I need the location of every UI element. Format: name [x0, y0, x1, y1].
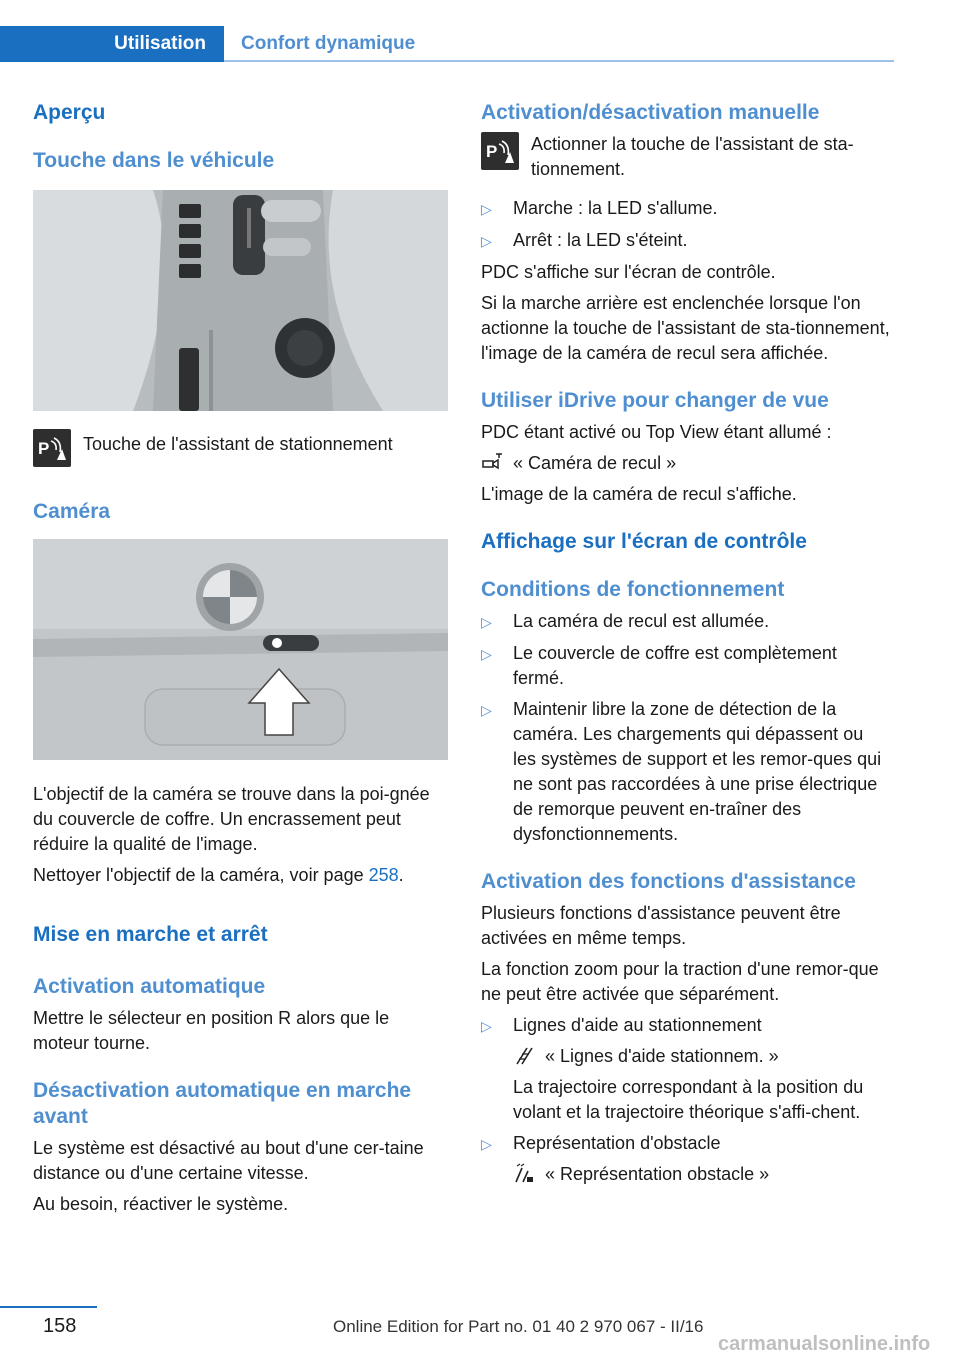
- para-pdc: PDC s'affiche sur l'écran de contrôle.: [481, 262, 776, 282]
- link-page-258[interactable]: 258: [368, 865, 399, 885]
- menu-lignes-aide[interactable]: [513, 1044, 891, 1069]
- list-fonctions: [481, 1013, 891, 1187]
- triangle-bullet-icon: ▷: [481, 233, 492, 249]
- heading-desactivation: Désactivation automatique en marche avant: [33, 1079, 412, 1128]
- para-actionner: Actionner la touche de l'assistant de sta‐tionnement.: [531, 134, 854, 179]
- footer-rule: [0, 1306, 97, 1308]
- menu-camera-recul[interactable]: [481, 451, 891, 476]
- menu-obstacle-label: « Représentation obstacle »: [545, 1164, 770, 1184]
- heading-activation-auto: Activation automatique: [33, 975, 266, 998]
- list-item: [481, 641, 891, 691]
- list-item: [481, 196, 891, 222]
- page-number: 158: [43, 1315, 77, 1337]
- menu-camera-label: « Caméra de recul »: [513, 453, 677, 473]
- list-led: [481, 196, 891, 254]
- heading-conditions: Conditions de fonctionnement: [481, 578, 785, 601]
- heading-touche-vehicule: Touche dans le véhicule: [33, 149, 275, 172]
- right-column: [481, 100, 891, 1187]
- list-item-text: Marche : la LED s'allume.: [513, 198, 718, 218]
- heading-activation-manuelle: Activation/désactivation manuelle: [481, 101, 820, 124]
- para-activation-auto: Mettre le sélecteur en position R alors que le moteur tourne.: [33, 1008, 390, 1053]
- caption-touche-text: Touche de l'assistant de stationnement: [83, 434, 393, 454]
- list-item-text: La caméra de recul est allumée.: [513, 611, 770, 631]
- list-conditions: [481, 609, 891, 847]
- heading-affichage: Affichage sur l'écran de contrôle: [481, 530, 807, 553]
- para-reactiver: Au besoin, réactiver le système.: [33, 1194, 289, 1214]
- triangle-bullet-icon: ▷: [481, 646, 492, 662]
- heading-camera: Caméra: [33, 500, 111, 523]
- photo-tailgate-camera: [33, 539, 448, 760]
- list-item-content: [513, 1013, 891, 1125]
- para-plusieurs: Plusieurs fonctions d'assistance peuvent être activées en même temps.: [481, 903, 841, 948]
- triangle-bullet-icon: ▷: [481, 201, 492, 217]
- actionner-line: [481, 132, 891, 182]
- para-desactivation: Le système est désactivé au bout d'une cer‐taine distance ou d'une certaine vitesse.: [33, 1138, 424, 1183]
- para-marche-arriere: Si la marche arrière est enclenchée lorsque l'on actionne la touche de l'assistant de sta‐tionnement, l'image de la caméra de recul sera affichée.: [481, 293, 890, 363]
- caption-parking-key: [33, 429, 448, 467]
- triangle-bullet-icon: ▷: [481, 1136, 492, 1152]
- list-item-text: Maintenir libre la zone de détection de la caméra. Les chargements qui dépassent ou les systèmes de support et les remor‐ques qui ne sont pas raccordées à une prise électrique de remorque peuvent en‐traîner des dysfonctionnements.: [513, 699, 882, 844]
- heading-fonctions-assistance: Activation des fonctions d'assistance: [481, 870, 856, 893]
- parking-assistant-key-icon: [33, 429, 71, 467]
- svg-text:P: P: [38, 439, 50, 458]
- heading-mise-en-marche: Mise en marche et arrêt: [33, 923, 268, 946]
- list-item-text: Lignes d'aide au stationnement: [513, 1015, 762, 1035]
- para-nettoyer-text: Nettoyer l'objectif de la caméra, voir page: [33, 865, 369, 885]
- list-item: [481, 1131, 891, 1187]
- triangle-bullet-icon: ▷: [481, 1018, 492, 1034]
- para-trajectoire: La trajectoire correspondant à la position du volant et la trajectoire théorique s'affi‐chent.: [513, 1077, 864, 1122]
- tab-utilisation[interactable]: Utilisation: [0, 26, 224, 62]
- para-nettoyer-end: .: [398, 865, 404, 885]
- menu-lignes-label: « Lignes d'aide stationnem. »: [545, 1046, 779, 1066]
- para-image-affiche: L'image de la caméra de recul s'affiche.: [481, 484, 797, 504]
- center-console-illustration: [33, 190, 448, 411]
- triangle-bullet-icon: ▷: [481, 614, 492, 630]
- list-item: [481, 697, 891, 847]
- tab-underline: [224, 60, 894, 62]
- photo-center-console: [33, 190, 448, 411]
- list-item: [481, 609, 891, 635]
- list-item: [481, 1013, 891, 1125]
- list-item-text: Représentation d'obstacle: [513, 1133, 721, 1153]
- list-item-text: Le couvercle de coffre est complètement fermé.: [513, 643, 837, 688]
- watermark: carmanualsonline.info: [718, 1333, 931, 1355]
- list-item-text: Arrêt : la LED s'éteint.: [513, 230, 688, 250]
- guide-lines-icon: [513, 1045, 535, 1065]
- footer-edition: Online Edition for Part no. 01 40 2 970 067 - II/16: [333, 1317, 704, 1336]
- list-item: [481, 228, 891, 254]
- menu-representation-obstacle[interactable]: [513, 1162, 891, 1187]
- chapter-tabs: [0, 26, 894, 62]
- para-objectif: L'objectif de la caméra se trouve dans la poi‐gnée du couvercle de coffre. Un encrassement peut réduire la qualité de l'image.: [33, 784, 430, 854]
- parking-assistant-key-icon: [481, 132, 519, 170]
- camera-view-icon: [481, 452, 503, 472]
- heading-apercu: Aperçu: [33, 101, 106, 124]
- para-pdc-actif: PDC étant activé ou Top View étant allumé :: [481, 422, 832, 442]
- tailgate-camera-illustration: [33, 539, 448, 760]
- left-column: [33, 100, 448, 1217]
- para-zoom: La fonction zoom pour la traction d'une remor‐que ne peut être activée que séparément.: [481, 959, 879, 1004]
- triangle-bullet-icon: ▷: [481, 702, 492, 718]
- obstacle-icon: [513, 1163, 535, 1183]
- tab-confort-dynamique[interactable]: Confort dynamique: [241, 33, 416, 54]
- heading-idrive: Utiliser iDrive pour changer de vue: [481, 389, 829, 412]
- svg-text:P: P: [486, 142, 498, 161]
- para-nettoyer: [33, 863, 448, 888]
- list-item-content: [513, 1131, 891, 1187]
